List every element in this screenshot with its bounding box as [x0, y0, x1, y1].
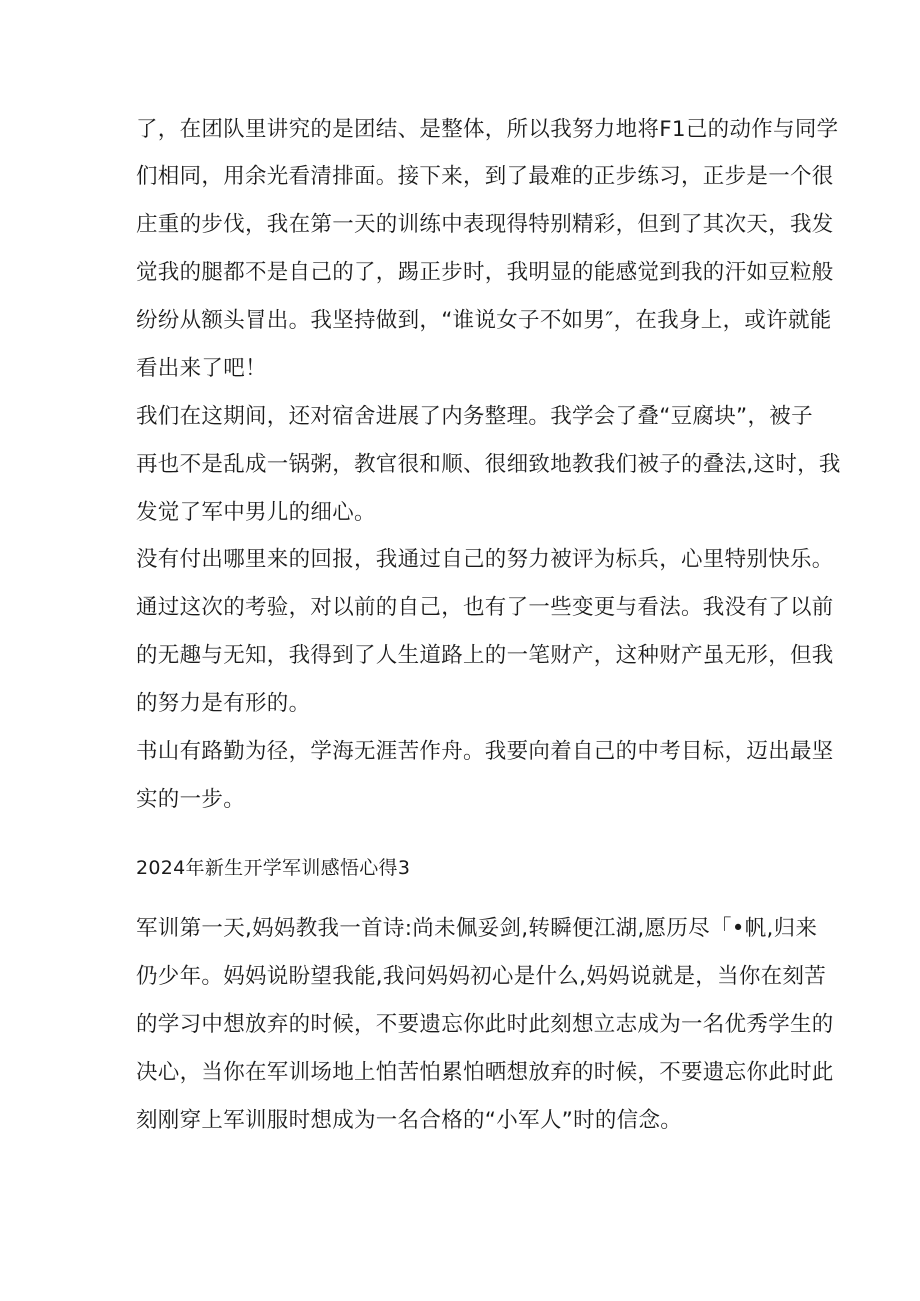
text-line: 纷纷从额头冒出。我坚持做到，“谁说女子不如男″，在我身上，或许就能	[136, 308, 832, 333]
text-line: 看出来了吧！	[136, 356, 267, 381]
section-heading: 2024年新生开学军训感悟心得3	[136, 857, 411, 879]
text-line: 的无趣与无知，我得到了人生道路上的一笔财产，这种财产虽无形，但我	[136, 643, 834, 668]
text-line: 实的一步。	[136, 787, 246, 812]
text-line: 们相同，用余光看清排面。接下来，到了最难的正步练习，正步是一个很	[136, 164, 834, 189]
text-line: 刻刚穿上军训服时想成为一名合格的“小军人”时的信念。	[136, 1108, 683, 1133]
text-line: 书山有路勤为径，学海无涯苦作舟。我要向着自己的中考目标，迈出最坚	[136, 739, 834, 764]
text-line: 庄重的步伐，我在第一天的训练中表现得特别精彩，但到了其次天，我发	[136, 212, 834, 237]
text-line: 我们在这期间，还对宿舍进展了内务整理。我学会了叠“豆腐块”，被子	[136, 404, 813, 429]
text-line: 仍少年。妈妈说盼望我能,我问妈妈初心是什么,妈妈说就是，当你在刻苦	[136, 964, 827, 989]
text-line: 的学习中想放弃的时候，不要遗忘你此时此刻想立志成为一名优秀学生的	[136, 1012, 834, 1037]
text-line: 决心，当你在军训场地上怕苦怕累怕晒想放弃的时候，不要遗忘你此时此	[136, 1060, 834, 1085]
text-line: 通过这次的考验，对以前的自己，也有了一些变更与看法。我没有了以前	[136, 595, 834, 620]
text-line: 再也不是乱成一锅粥，教官很和顺、很细致地教我们被子的叠法,这时，我	[136, 452, 841, 477]
text-line: 的努力是有形的。	[136, 691, 311, 716]
text-line: 没有付出哪里来的回报，我通过自己的努力被评为标兵，心里特别快乐。	[136, 547, 834, 572]
text-line: 了，在团队里讲究的是团结、是整体，所以我努力地将F1己的动作与同学	[136, 117, 839, 142]
text-line: 发觉了军中男儿的细心。	[136, 500, 376, 525]
text-line: 觉我的腿都不是自己的了，踢正步时，我明显的能感觉到我的汗如豆粒般	[136, 260, 834, 285]
text-line: 军训第一天,妈妈教我一首诗:尚未佩妥剑,转瞬便江湖,愿历尽「•帆,归来	[136, 916, 818, 941]
